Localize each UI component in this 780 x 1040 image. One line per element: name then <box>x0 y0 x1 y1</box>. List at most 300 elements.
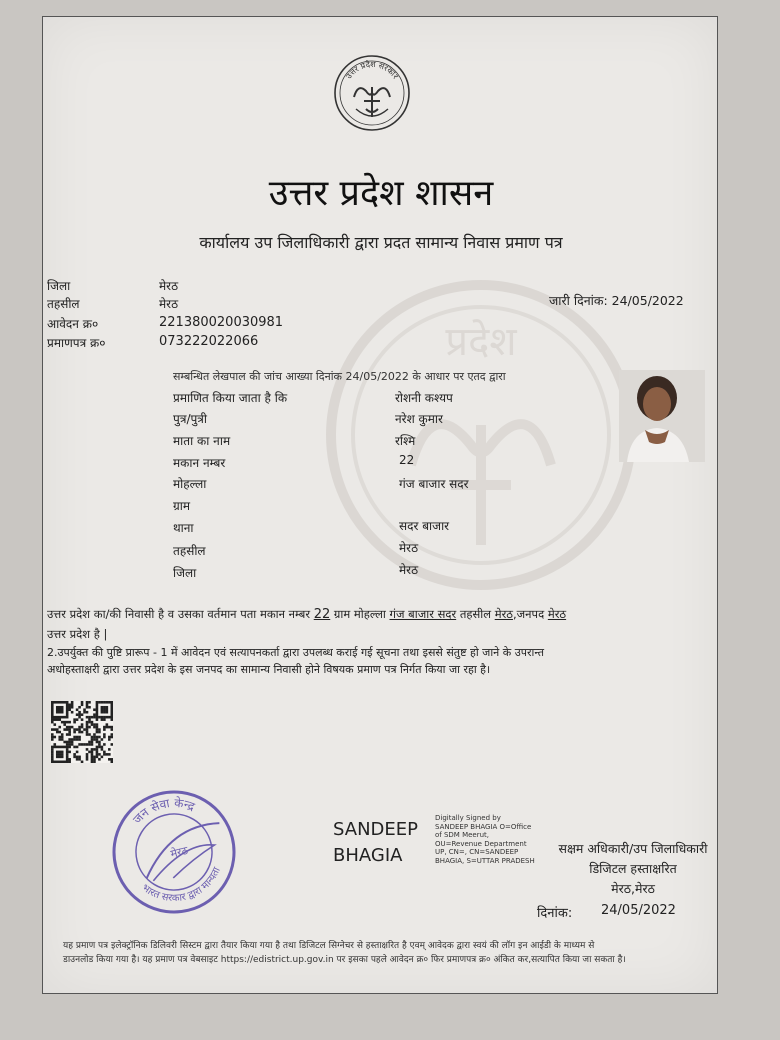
field-label-certificate-no: प्रमाणपत्र क्र० <box>47 336 106 350</box>
qr-module <box>111 761 113 763</box>
qr-module <box>58 708 61 711</box>
qr-module <box>96 726 99 729</box>
qr-module <box>106 701 109 704</box>
qr-module <box>58 751 61 754</box>
qr-module <box>61 701 64 704</box>
qr-module <box>51 756 54 759</box>
qr-module <box>51 736 54 739</box>
qr-module <box>68 733 71 736</box>
qr-module <box>71 703 74 706</box>
qr-module <box>51 761 54 763</box>
qr-module <box>51 716 54 719</box>
qr-module <box>76 758 79 761</box>
qr-module <box>73 736 76 739</box>
signatory-name-line1: SANDEEP <box>333 819 418 840</box>
qr-module <box>103 728 106 731</box>
qr-module <box>111 758 113 761</box>
officer-line3: मेरठ,मेरठ <box>611 881 655 896</box>
qr-module <box>93 713 96 716</box>
qr-module <box>83 728 86 731</box>
qr-module <box>61 746 64 749</box>
qr-module <box>108 758 111 761</box>
qr-module <box>86 701 89 704</box>
qr-module <box>96 706 99 709</box>
qr-module <box>61 756 64 759</box>
qr-module <box>81 731 84 734</box>
detail-value-house: 22 <box>399 453 415 467</box>
qr-module <box>61 738 64 741</box>
qr-module <box>56 718 59 721</box>
qr-module <box>106 711 109 714</box>
qr-module <box>81 701 84 704</box>
watermark-text: प्रदेश <box>445 319 517 365</box>
qr-module <box>88 701 91 704</box>
qr-module <box>51 746 54 749</box>
qr-module <box>81 703 84 706</box>
qr-module <box>71 711 74 714</box>
field-value-district: मेरठ <box>159 279 179 293</box>
qr-module <box>68 708 71 711</box>
issue-date: जारी दिनांक: 24/05/2022 <box>549 293 684 308</box>
body-paragraph-2-line2: अधोहस्ताक्षरी द्वारा उत्तर प्रदेश के इस जनपद का सामान्य निवासी होने विषयक प्रमाण पत्र निर्गत किया जा रहा है। <box>47 663 491 676</box>
qr-module <box>66 753 69 756</box>
qr-module <box>53 746 56 749</box>
qr-module <box>111 711 113 714</box>
detail-label: माता का नाम <box>173 434 231 448</box>
qr-module <box>68 743 71 746</box>
page-title: उत्तर प्रदेश शासन <box>268 173 494 214</box>
csc-seal-stamp <box>107 785 241 919</box>
qr-module <box>103 706 106 709</box>
qr-module <box>58 736 61 739</box>
qr-module <box>66 726 69 729</box>
qr-module <box>106 708 109 711</box>
qr-module <box>61 708 64 711</box>
qr-module <box>78 743 81 746</box>
body-mohalla: गंज बाजार सदर <box>389 607 457 621</box>
qr-module <box>61 706 64 709</box>
certificate-paper <box>42 16 718 994</box>
qr-module <box>58 756 61 759</box>
qr-module <box>66 711 69 714</box>
qr-module <box>66 713 69 716</box>
qr-module <box>103 733 106 736</box>
qr-module <box>78 731 81 734</box>
qr-module <box>58 706 61 709</box>
qr-module <box>66 721 69 724</box>
seal-text-top: जन सेवा केन्द्र <box>130 795 197 827</box>
qr-module <box>68 706 71 709</box>
qr-module <box>58 716 61 719</box>
qr-module <box>66 708 69 711</box>
qr-module <box>86 716 89 719</box>
qr-module <box>53 736 56 739</box>
qr-module <box>111 736 113 739</box>
qr-module <box>66 716 69 719</box>
qr-module <box>111 726 113 729</box>
qr-module <box>76 751 79 754</box>
qr-module <box>68 761 71 763</box>
officer-line2: डिजिटल हस्ताक्षरित <box>589 861 677 876</box>
body-text: उत्तर प्रदेश का/की निवासी है व उसका वर्तमान पता मकान नम्बर <box>47 607 311 621</box>
qr-module <box>111 708 113 711</box>
footer-line1: यह प्रमाण पत्र इलेक्ट्रॉनिक डिलिवरी सिस्टम द्वारा तैयार किया गया है तथा डिजिटल सिग्नेचर से हस्ताक्षरित है एवम् आवेदक द्वारा स्वयं की लॉग इन आईडी के माध्यम से <box>63 941 595 951</box>
qr-module <box>66 703 69 706</box>
intro-line: सम्बन्धित लेखपाल की जांच आख्या दिनांक 24/05/2022 के आधार पर एतद द्वारा <box>173 370 506 383</box>
qr-module <box>93 756 96 759</box>
qr-module <box>78 758 81 761</box>
qr-module <box>56 708 59 711</box>
qr-module <box>88 706 91 709</box>
qr-module <box>71 706 74 709</box>
qr-module <box>96 701 99 704</box>
qr-module <box>58 718 61 721</box>
qr-module <box>76 746 79 749</box>
detail-label: मकान नम्बर <box>173 456 226 470</box>
qr-module <box>51 703 54 706</box>
qr-module <box>91 761 94 763</box>
qr-module <box>101 738 104 741</box>
qr-module <box>96 736 99 739</box>
qr-module <box>63 746 66 749</box>
qr-module <box>91 751 94 754</box>
qr-module <box>63 761 66 763</box>
field-value-certificate-no: 073222022066 <box>159 334 259 349</box>
qr-module <box>68 758 71 761</box>
qr-module <box>103 751 106 754</box>
qr-module <box>98 746 101 749</box>
qr-module <box>111 716 113 719</box>
qr-module <box>76 738 79 741</box>
qr-module <box>83 708 86 711</box>
qr-module <box>86 758 89 761</box>
qr-module <box>91 753 94 756</box>
qr-module <box>51 701 54 704</box>
qr-module <box>96 711 99 714</box>
qr-module <box>101 701 104 704</box>
qr-module <box>86 703 89 706</box>
qr-module <box>68 721 71 724</box>
qr-module <box>108 736 111 739</box>
qr-module <box>91 741 94 744</box>
qr-module <box>86 721 89 724</box>
footer-line2: डाउनलोड किया गया है। यह प्रमाण पत्र वेबसाइट https://edistrict.up.gov.in पर इसका पहले आवेदन क्र० फिर प्रमाणपत्र क्र० अंकित कर,सत्यापित किया जा सकता है। <box>63 955 626 965</box>
body-tehsil: मेरठ <box>494 607 513 621</box>
qr-module <box>106 706 109 709</box>
qr-module <box>103 726 106 729</box>
qr-module <box>88 716 91 719</box>
qr-module <box>53 723 56 726</box>
qr-module <box>66 746 69 749</box>
qr-module <box>81 713 84 716</box>
qr-module <box>111 733 113 736</box>
qr-module <box>91 743 94 746</box>
qr-module <box>96 731 99 734</box>
qr-module <box>93 738 96 741</box>
qr-module <box>76 708 79 711</box>
qr-module <box>56 761 59 763</box>
qr-module <box>111 728 113 731</box>
qr-module <box>58 726 61 729</box>
qr-module <box>103 716 106 719</box>
qr-module <box>103 753 106 756</box>
qr-module <box>78 711 81 714</box>
qr-module <box>66 741 69 744</box>
qr-module <box>86 723 89 726</box>
qr-module <box>51 713 54 716</box>
qr-module <box>96 708 99 711</box>
body-house-no: 22 <box>313 607 331 622</box>
qr-module <box>101 718 104 721</box>
detail-label: थाना <box>173 521 194 535</box>
field-value-tehsil: मेरठ <box>159 297 179 311</box>
qr-module <box>61 751 64 754</box>
applicant-photo <box>619 370 705 462</box>
qr-module <box>96 753 99 756</box>
qr-module <box>96 728 99 731</box>
emblem-text: उत्तर प्रदेश सरकार <box>344 59 400 81</box>
qr-module <box>91 723 94 726</box>
qr-module <box>53 743 56 746</box>
qr-module <box>96 716 99 719</box>
field-label-tehsil: तहसील <box>47 297 80 311</box>
body-paragraph-2: 2.उपर्युक्त की पुष्टि प्रारूप - 1 में आवेदन एवं सत्यापनकर्ता द्वारा उपलब्ध कराई गई सूचना तथा इससे संतुष्ट हो जाने के उपरान्त <box>47 646 545 659</box>
qr-module <box>91 716 94 719</box>
qr-module <box>96 723 99 726</box>
qr-module <box>73 738 76 741</box>
qr-module <box>96 703 99 706</box>
qr-module <box>93 723 96 726</box>
qr-module <box>96 741 99 744</box>
qr-module <box>51 728 54 731</box>
qr-module <box>63 728 66 731</box>
qr-module <box>66 728 69 731</box>
qr-module <box>51 733 54 736</box>
qr-module <box>111 743 113 746</box>
qr-module <box>76 713 79 716</box>
qr-module <box>103 718 106 721</box>
qr-module <box>66 748 69 751</box>
qr-module <box>86 753 89 756</box>
qr-module <box>76 756 79 759</box>
qr-module <box>81 761 84 763</box>
qr-module <box>61 753 64 756</box>
qr-module <box>68 751 71 754</box>
detail-label: पुत्र/पुत्री <box>173 412 208 426</box>
qr-module <box>58 746 61 749</box>
qr-module <box>101 756 104 759</box>
qr-module <box>51 706 54 709</box>
qr-module <box>91 756 94 759</box>
detail-value-district: मेरठ <box>399 563 419 577</box>
qr-module <box>68 746 71 749</box>
qr-module <box>56 701 59 704</box>
qr-module <box>106 716 109 719</box>
qr-module <box>108 748 111 751</box>
qr-module <box>58 731 61 734</box>
qr-module <box>108 701 111 704</box>
qr-module <box>53 701 56 704</box>
qr-module <box>61 733 64 736</box>
qr-module <box>96 748 99 751</box>
qr-module <box>86 756 89 759</box>
qr-module <box>106 753 109 756</box>
qr-module <box>93 758 96 761</box>
qr-module <box>88 741 91 744</box>
qr-module <box>98 741 101 744</box>
qr-module <box>106 723 109 726</box>
detail-label: मोहल्ला <box>173 477 207 491</box>
qr-module <box>66 743 69 746</box>
body-text: तहसील <box>459 607 492 621</box>
qr-module <box>78 738 81 741</box>
footer-note <box>63 939 713 967</box>
body-text: ,जनपद <box>512 607 545 621</box>
qr-module <box>98 731 101 734</box>
qr-module <box>98 753 101 756</box>
qr-module <box>88 721 91 724</box>
qr-module <box>111 718 113 721</box>
qr-module <box>111 706 113 709</box>
detail-value-name: रोशनी कश्यप <box>395 391 453 405</box>
qr-module <box>58 753 61 756</box>
date-value: 24/05/2022 <box>601 903 676 918</box>
qr-module <box>56 728 59 731</box>
qr-module <box>88 751 91 754</box>
body-district: मेरठ <box>547 607 567 621</box>
body-paragraph-1-line2: उत्तर प्रदेश है | <box>47 627 108 641</box>
qr-module <box>88 733 91 736</box>
qr-module <box>108 716 111 719</box>
qr-module <box>81 718 84 721</box>
detail-label: ग्राम <box>173 499 191 513</box>
qr-module <box>88 743 91 746</box>
field-label-application-no: आवेदन क्र० <box>47 317 99 331</box>
qr-module <box>63 701 66 704</box>
qr-module <box>56 756 59 759</box>
qr-module <box>93 726 96 729</box>
qr-code[interactable] <box>51 701 113 763</box>
field-label-district: जिला <box>47 279 71 293</box>
qr-module <box>111 713 113 716</box>
qr-module <box>71 741 74 744</box>
qr-module <box>93 733 96 736</box>
qr-module <box>76 718 79 721</box>
qr-module <box>103 736 106 739</box>
qr-module <box>73 728 76 731</box>
qr-module <box>63 741 66 744</box>
detail-label: जिला <box>173 566 197 580</box>
detail-value-mother: रश्मि <box>395 434 416 448</box>
body-text: ग्राम मोहल्ला <box>333 607 386 621</box>
qr-module <box>96 746 99 749</box>
qr-module <box>86 726 89 729</box>
qr-module <box>63 721 66 724</box>
qr-module <box>98 728 101 731</box>
qr-module <box>56 753 59 756</box>
qr-module <box>73 756 76 759</box>
qr-module <box>78 713 81 716</box>
qr-module <box>63 723 66 726</box>
qr-module <box>66 761 69 763</box>
qr-module <box>93 761 96 763</box>
qr-module <box>103 701 106 704</box>
digital-signature-details: Digitally Signed by SANDEEP BHAGIA O=Office of SDM Meerut, OU=Revenue Department UP, CN=, CN=SANDEEP BHAGIA, S=UTTAR PRADESH <box>435 814 535 865</box>
qr-module <box>86 748 89 751</box>
qr-module <box>71 738 74 741</box>
qr-module <box>78 726 81 729</box>
qr-module <box>71 726 74 729</box>
qr-module <box>86 728 89 731</box>
qr-module <box>66 758 69 761</box>
detail-value-mohalla: गंज बाजार सदर <box>399 477 469 491</box>
qr-module <box>103 708 106 711</box>
qr-module <box>76 728 79 731</box>
qr-module <box>56 706 59 709</box>
qr-module <box>68 728 71 731</box>
qr-module <box>51 711 54 714</box>
qr-module <box>83 711 86 714</box>
qr-module <box>78 756 81 759</box>
qr-module <box>106 726 109 729</box>
qr-module <box>53 761 56 763</box>
qr-module <box>76 736 79 739</box>
body-paragraph-1 <box>47 607 566 622</box>
date-label: दिनांक: <box>537 906 573 921</box>
qr-module <box>93 736 96 739</box>
qr-module <box>56 731 59 734</box>
qr-module <box>93 708 96 711</box>
qr-module <box>96 713 99 716</box>
qr-module <box>66 706 69 709</box>
qr-module <box>68 741 71 744</box>
qr-module <box>98 743 101 746</box>
qr-module <box>63 716 66 719</box>
qr-module <box>66 756 69 759</box>
qr-module <box>53 728 56 731</box>
qr-module <box>81 743 84 746</box>
qr-module <box>86 743 89 746</box>
qr-module <box>101 706 104 709</box>
qr-module <box>93 748 96 751</box>
qr-module <box>86 706 89 709</box>
qr-module <box>56 751 59 754</box>
qr-module <box>98 758 101 761</box>
qr-module <box>68 726 71 729</box>
qr-module <box>78 716 81 719</box>
qr-module <box>51 751 54 754</box>
officer-line1: सक्षम अधिकारी/उप जिलाधिकारी <box>558 841 708 856</box>
qr-module <box>98 736 101 739</box>
signatory-name <box>333 817 418 869</box>
qr-module <box>111 701 113 704</box>
qr-module <box>56 716 59 719</box>
qr-module <box>81 723 84 726</box>
qr-module <box>108 738 111 741</box>
qr-module <box>103 743 106 746</box>
qr-module <box>58 701 61 704</box>
qr-module <box>101 748 104 751</box>
qr-module <box>61 716 64 719</box>
qr-module <box>96 738 99 741</box>
qr-module <box>91 721 94 724</box>
qr-module <box>103 711 106 714</box>
seal-text-bottom: भारत सरकार द्वारा मान्यता <box>139 865 223 905</box>
qr-module <box>51 748 54 751</box>
qr-module <box>66 751 69 754</box>
qr-module <box>51 753 54 756</box>
qr-module <box>86 733 89 736</box>
